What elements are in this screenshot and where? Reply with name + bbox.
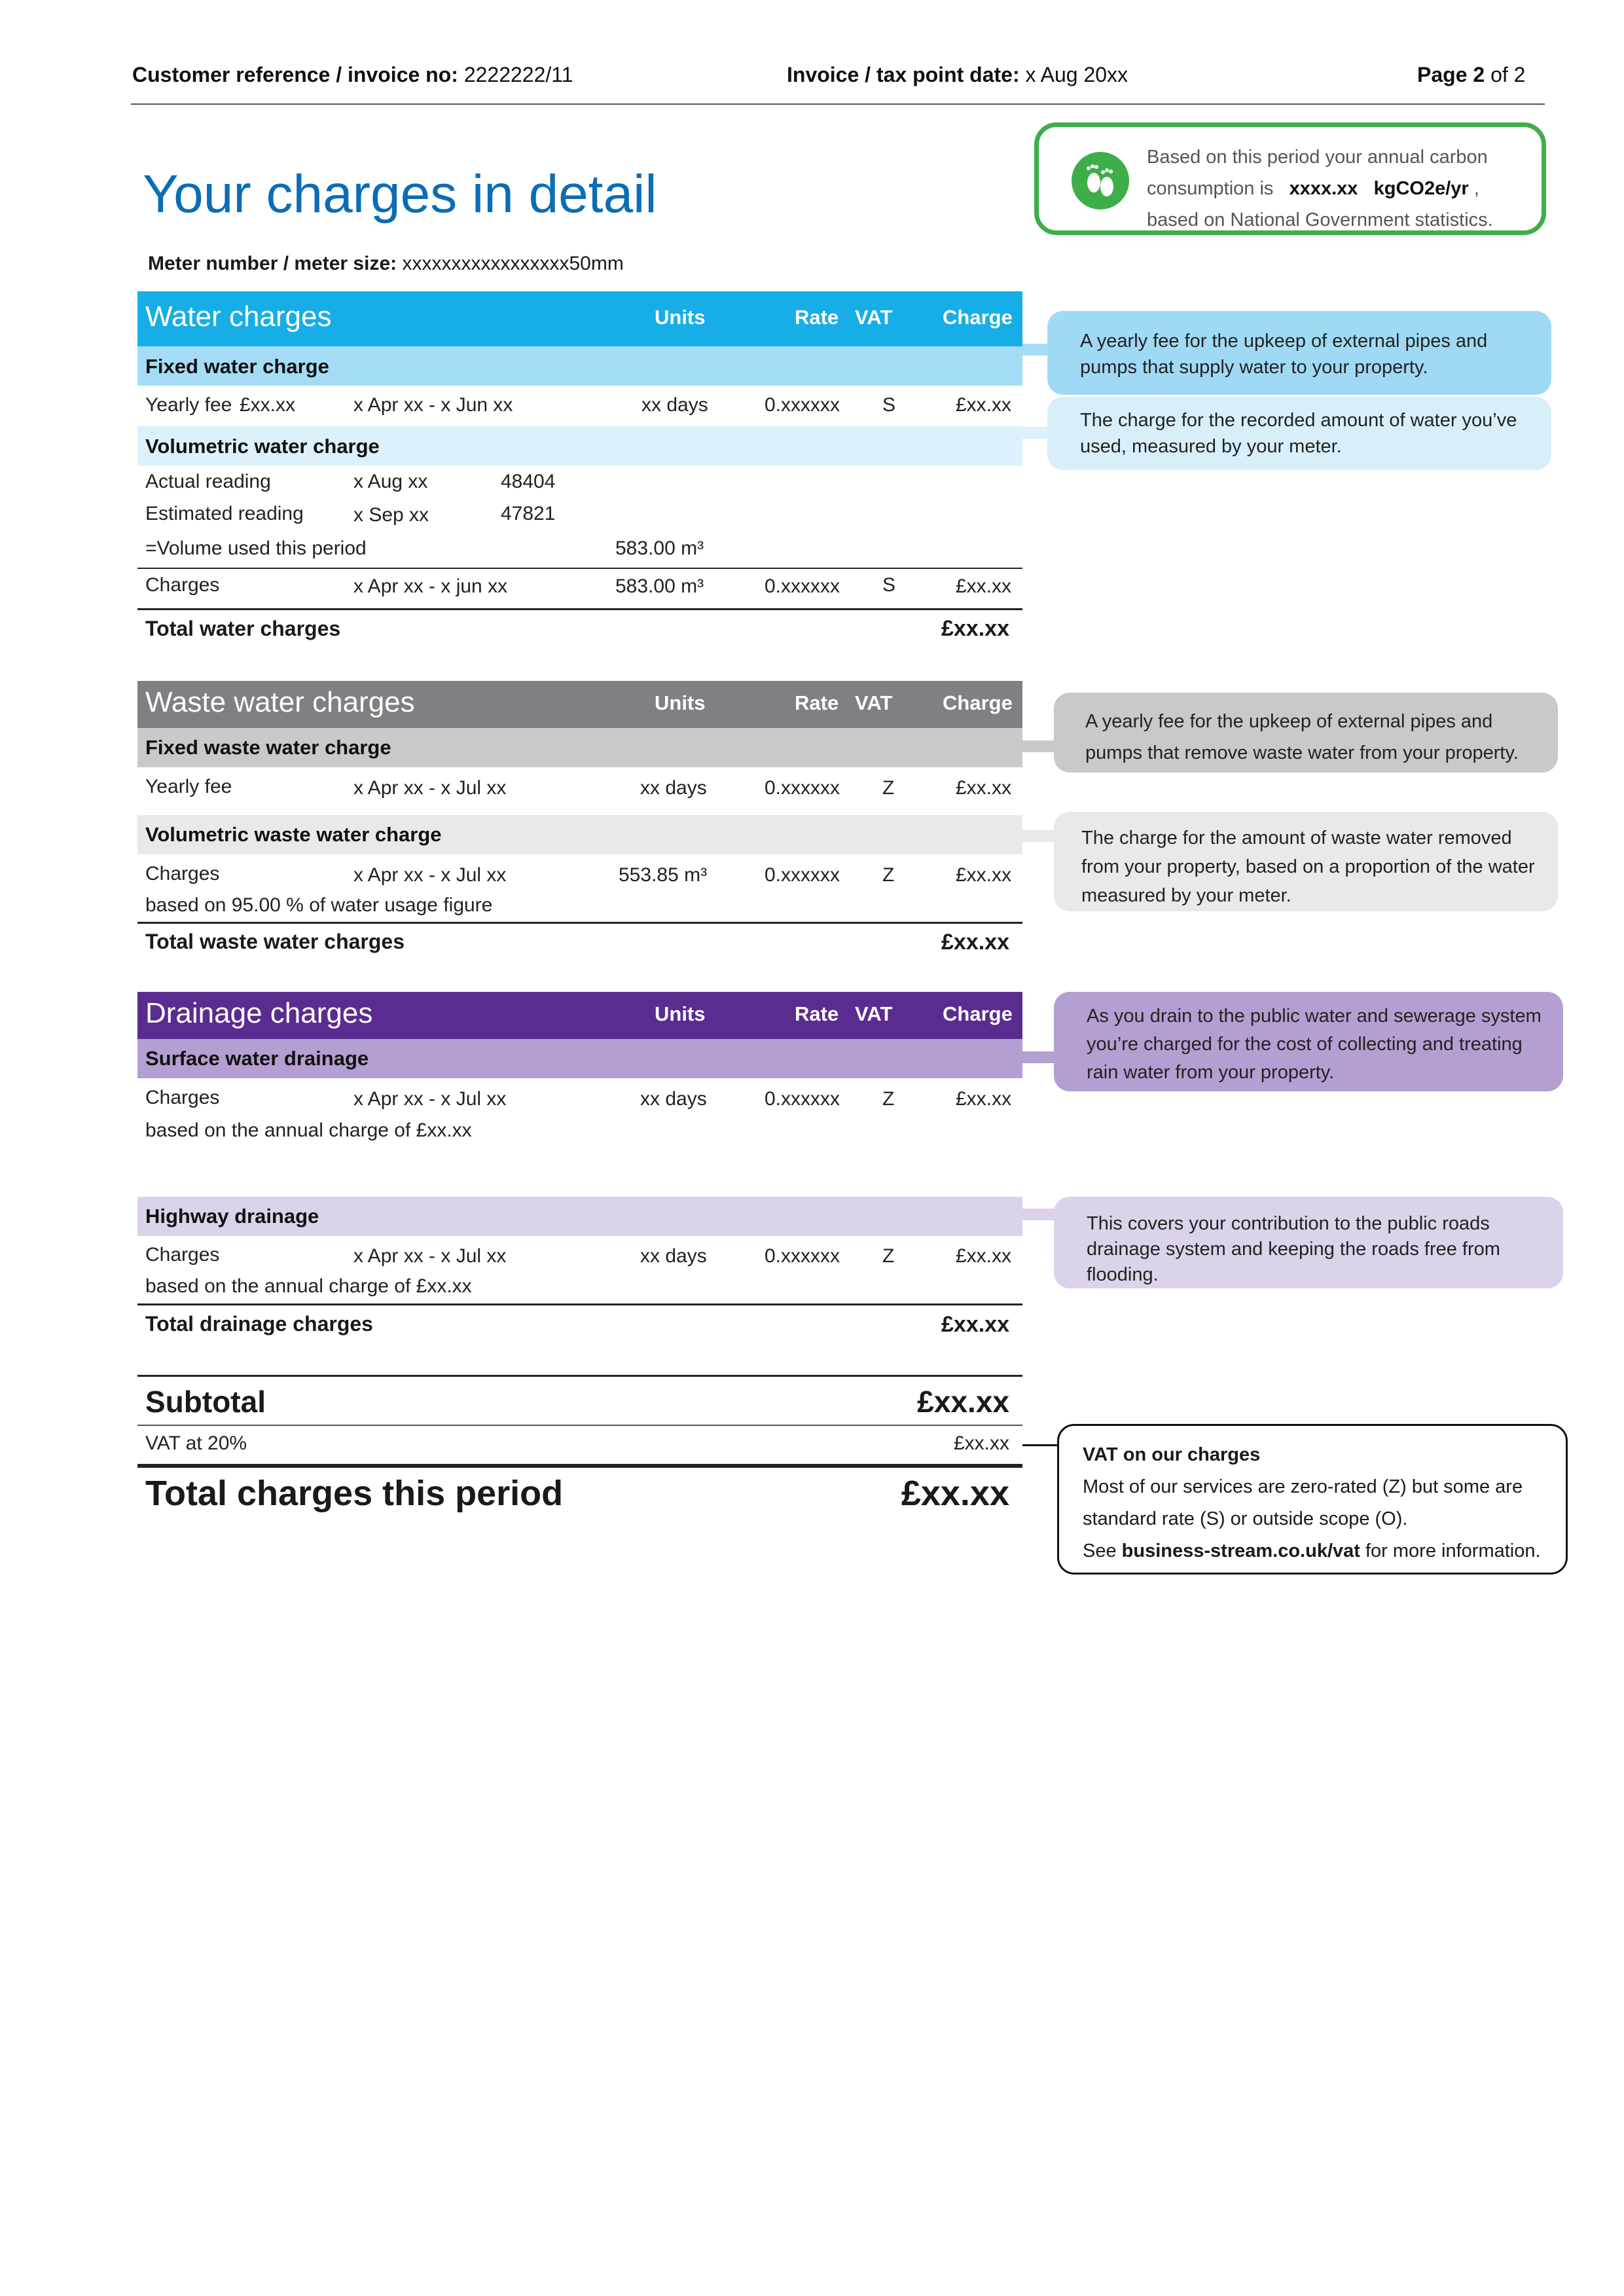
- row-charge: £xx.xx: [956, 394, 1012, 416]
- row-period: x Apr xx - x jun xx: [353, 575, 508, 597]
- row-label: Charges: [145, 574, 220, 596]
- customer-reference: [132, 63, 573, 87]
- surface-indicator: [1022, 1051, 1055, 1063]
- water-section: [137, 291, 1022, 684]
- row-charge: £xx.xx: [956, 864, 1012, 886]
- row-units: xx days: [640, 777, 707, 799]
- water-total-label: Total water charges: [145, 617, 341, 640]
- surface-drainage-band: [137, 1039, 1022, 1078]
- row-period: x Apr xx - x Jun xx: [353, 394, 513, 416]
- page-title: Your charges in detail: [143, 164, 657, 224]
- waste-note: based on 95.00 % of water usage figure: [145, 894, 493, 916]
- highway-callout: This covers your contribution to the public roads drainage system and keeping the roads free from flooding.: [1054, 1197, 1563, 1288]
- vat-info-box: [1057, 1424, 1568, 1575]
- row-charge: £xx.xx: [956, 777, 1012, 799]
- subtotal-top-rule: [137, 1375, 1022, 1377]
- vat-info-line1: Most of our services are zero-rated (Z) but some are: [1083, 1476, 1523, 1497]
- row-charge: £xx.xx: [956, 1245, 1012, 1267]
- water-total-rule: [137, 608, 1022, 610]
- waste-fixed-indicator: [1022, 740, 1055, 752]
- water-row-divider: [137, 568, 1022, 569]
- drainage-title: Drainage charges: [145, 997, 373, 1029]
- vat-info-more: for more information.: [1365, 1540, 1541, 1561]
- row-rate: 0.xxxxxx: [765, 1245, 840, 1267]
- row-vat: Z: [882, 864, 895, 886]
- meter-info: [148, 253, 624, 275]
- volumetric-waste-band: [137, 815, 1022, 854]
- carbon-line3: based on National Government statistics.: [1147, 210, 1493, 230]
- row-charge: £xx.xx: [956, 1088, 1012, 1110]
- page-num: 2: [1473, 63, 1485, 86]
- subtotal-value: £xx.xx: [917, 1385, 1009, 1419]
- col-charge: Charge: [943, 306, 1013, 329]
- waste-title: Waste water charges: [145, 686, 415, 718]
- estimated-reading-value: 47821: [501, 503, 556, 524]
- waste-total-rule: [137, 922, 1022, 924]
- vat-info-heading: VAT on our charges: [1083, 1444, 1261, 1465]
- col-units: Units: [655, 306, 706, 329]
- water-header: [137, 291, 1022, 346]
- carbon-pre: consumption is: [1147, 178, 1274, 199]
- highway-indicator: [1022, 1209, 1055, 1220]
- row-label: Yearly fee: [145, 394, 232, 416]
- grand-total-label: Total charges this period: [145, 1474, 564, 1513]
- highway-drainage-band: [137, 1197, 1022, 1236]
- date-label: Invoice / tax point date:: [787, 63, 1020, 86]
- volume-label: =Volume used this period: [145, 538, 367, 559]
- row-rate: 0.xxxxxx: [765, 777, 840, 799]
- row-vat: S: [882, 394, 896, 416]
- water-total-value: £xx.xx: [941, 616, 1009, 641]
- waste-fixed-callout: A yearly fee for the upkeep of external pipes and pumps that remove waste water from your property.: [1054, 693, 1558, 773]
- waste-vol-indicator: [1022, 830, 1055, 842]
- row-period: x Apr xx - x Jul xx: [353, 864, 507, 886]
- row-rate: 0.xxxxxx: [765, 394, 840, 416]
- grand-total-value: £xx.xx: [901, 1474, 1009, 1513]
- row-label: Charges: [145, 863, 220, 884]
- volumetric-water-band: [137, 426, 1022, 465]
- actual-reading-value: 48404: [501, 471, 556, 492]
- row-label: Yearly fee: [145, 776, 232, 797]
- fixed-water-band: [137, 346, 1022, 386]
- row-amount: £xx.xx: [240, 394, 296, 416]
- vat-label: VAT at 20%: [145, 1432, 247, 1454]
- meter-label: Meter number / meter size:: [148, 253, 397, 274]
- row-vat: Z: [882, 1088, 895, 1110]
- col-vat: VAT: [855, 691, 893, 714]
- row-label: Charges: [145, 1244, 220, 1266]
- vat-rule: [137, 1425, 1022, 1426]
- carbon-line1: Based on this period your annual carbon: [1147, 147, 1488, 168]
- actual-reading-date: x Aug xx: [353, 471, 428, 492]
- surface-callout: As you drain to the public water and sewerage system you’re charged for the cost of collecting and treating rain water from your property.: [1054, 992, 1563, 1091]
- waste-vol-callout: The charge for the amount of waste water removed from your property, based on a proportion of the water measured by your meter.: [1054, 812, 1558, 911]
- col-rate: Rate: [795, 1002, 839, 1025]
- row-rate: 0.xxxxxx: [765, 575, 840, 597]
- meter-value: xxxxxxxxxxxxxxxxx50mm: [402, 253, 624, 274]
- volumetric-water-title: Volumetric water charge: [145, 435, 380, 458]
- invoice-date: [787, 63, 1128, 87]
- drainage-total-value: £xx.xx: [941, 1312, 1009, 1337]
- carbon-box: [1034, 122, 1546, 235]
- footprint-icon: [1072, 152, 1129, 210]
- volumetric-waste-title: Volumetric waste water charge: [145, 823, 442, 846]
- page-label: Page: [1417, 63, 1468, 86]
- estimated-reading-date: x Sep xx: [353, 504, 429, 526]
- page-of: of 2: [1490, 63, 1526, 86]
- col-vat: VAT: [855, 306, 893, 329]
- vat-info-link[interactable]: business-stream.co.uk/vat: [1121, 1540, 1360, 1561]
- row-vat: Z: [882, 777, 895, 799]
- row-vat: S: [882, 574, 896, 596]
- row-units: 583.00 m³: [615, 575, 704, 597]
- reference-label: Customer reference / invoice no:: [132, 63, 458, 86]
- water-vol-indicator: [1022, 427, 1049, 439]
- row-units: 553.85 m³: [619, 864, 708, 886]
- water-title: Water charges: [145, 301, 332, 333]
- col-vat: VAT: [855, 1002, 893, 1025]
- row-units: xx days: [640, 1088, 707, 1110]
- row-period: x Apr xx - x Jul xx: [353, 1245, 507, 1267]
- water-vol-callout: The charge for the recorded amount of water you’ve used, measured by your meter.: [1047, 397, 1551, 470]
- water-fixed-indicator: [1022, 344, 1049, 355]
- waste-total-value: £xx.xx: [941, 930, 1009, 955]
- row-charge: £xx.xx: [956, 575, 1012, 597]
- fixed-waste-title: Fixed waste water charge: [145, 736, 391, 759]
- summary-section: [137, 1375, 1022, 1519]
- carbon-value: xxxx.xx: [1289, 178, 1358, 199]
- drainage-total-rule: [137, 1303, 1022, 1305]
- col-rate: Rate: [795, 691, 839, 714]
- date-value: x Aug 20xx: [1025, 63, 1128, 86]
- surface-drainage-title: Surface water drainage: [145, 1047, 369, 1070]
- col-charge: Charge: [943, 691, 1013, 714]
- vat-info-see: See: [1083, 1540, 1117, 1561]
- subtotal-label: Subtotal: [145, 1385, 266, 1419]
- drainage-section: [137, 992, 1022, 1372]
- total-rule: [137, 1464, 1022, 1468]
- row-units: xx days: [640, 1245, 707, 1267]
- col-units: Units: [655, 691, 706, 714]
- vat-value: £xx.xx: [953, 1432, 1009, 1454]
- header-divider: [131, 103, 1545, 105]
- row-rate: 0.xxxxxx: [765, 1088, 840, 1110]
- estimated-reading-label: Estimated reading: [145, 503, 304, 524]
- vat-info-line3: [1083, 1535, 1566, 1567]
- water-fixed-callout: A yearly fee for the upkeep of external pipes and pumps that supply water to your property.: [1047, 311, 1551, 395]
- volume-units: 583.00 m³: [615, 538, 704, 559]
- carbon-unit: kgCO2e/yr: [1373, 178, 1469, 199]
- col-rate: Rate: [795, 306, 839, 329]
- carbon-line2: [1147, 173, 1533, 204]
- row-vat: Z: [882, 1245, 895, 1267]
- highway-note: based on the annual charge of £xx.xx: [145, 1275, 472, 1297]
- page-number: [1417, 63, 1525, 87]
- fixed-water-title: Fixed water charge: [145, 355, 329, 378]
- reference-value: 2222222/11: [463, 63, 573, 86]
- carbon-post: ,: [1473, 178, 1479, 199]
- drainage-header: [137, 992, 1022, 1039]
- vat-info-line2: standard rate (S) or outside scope (O).: [1083, 1508, 1408, 1529]
- carbon-text: [1147, 141, 1533, 236]
- fixed-waste-band: [137, 728, 1022, 767]
- surface-note: based on the annual charge of £xx.xx: [145, 1120, 472, 1141]
- waste-header: [137, 681, 1022, 728]
- row-units: xx days: [641, 394, 708, 416]
- actual-reading-label: Actual reading: [145, 471, 271, 492]
- col-units: Units: [655, 1002, 706, 1025]
- vat-connector: [1022, 1444, 1058, 1446]
- row-rate: 0.xxxxxx: [765, 864, 840, 886]
- waste-total-label: Total waste water charges: [145, 930, 405, 953]
- waste-section: [137, 681, 1022, 962]
- row-period: x Apr xx - x Jul xx: [353, 777, 507, 799]
- col-charge: Charge: [943, 1002, 1013, 1025]
- drainage-total-label: Total drainage charges: [145, 1312, 373, 1336]
- row-period: x Apr xx - x Jul xx: [353, 1088, 507, 1110]
- row-label: Charges: [145, 1087, 220, 1108]
- highway-drainage-title: Highway drainage: [145, 1205, 319, 1228]
